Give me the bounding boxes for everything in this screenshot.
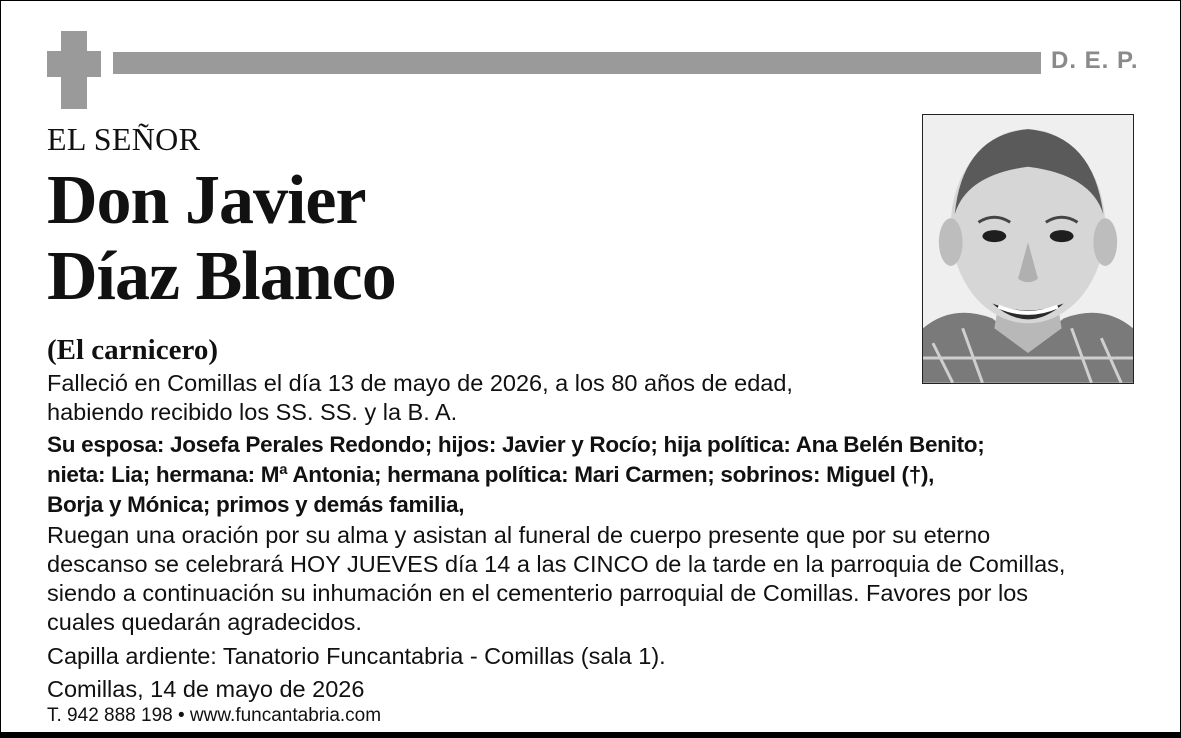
request-line-1: Ruegan una oración por su alma y asistan al funeral de cuerpo presente que por su eterno: [47, 522, 991, 548]
place-date: Comillas, 14 de mayo de 2026: [47, 676, 365, 702]
family-line-2: nieta: Lia; hermana: Mª Antonia; hermana política: Mari Carmen; sobrinos: Miguel (†),: [47, 462, 935, 487]
cross-icon: [47, 31, 101, 109]
contact-info: T. 942 888 198 • www.funcantabria.com: [47, 705, 382, 726]
death-notice-line-2: habiendo recibido los SS. SS. y la B. A.: [47, 399, 458, 425]
header-rule: [113, 52, 1041, 74]
family-line-3: Borja y Mónica; primos y demás familia,: [47, 492, 465, 517]
name-line-2: Díaz Blanco: [47, 238, 396, 315]
nickname: (El carnicero): [47, 334, 218, 366]
request-line-4: cuales quedarán agradecidos.: [47, 609, 362, 635]
request-line-3: siendo a continuación su inhumación en el cementerio parroquial de Comillas. Favores por los: [47, 580, 1029, 606]
name-line-1: Don Javier: [47, 162, 366, 239]
portrait-photo: [922, 114, 1134, 384]
request-line-2: descanso se celebrará HOY JUEVES día 14 a las CINCO de la tarde en la parroquia de Comillas,: [47, 551, 1066, 577]
dep-label: D. E. P.: [1051, 47, 1139, 74]
chapel-info: Capilla ardiente: Tanatorio Funcantabria - Comillas (sala 1).: [47, 643, 666, 669]
honorific: EL SEÑOR: [47, 121, 201, 157]
deceased-name: [47, 163, 396, 315]
death-notice-line-1: Falleció en Comillas el día 13 de mayo de 2026, a los 80 años de edad,: [47, 370, 793, 396]
family-line-1: Su esposa: Josefa Perales Redondo; hijos: Javier y Rocío; hija política: Ana Belén Benito;: [47, 432, 985, 457]
